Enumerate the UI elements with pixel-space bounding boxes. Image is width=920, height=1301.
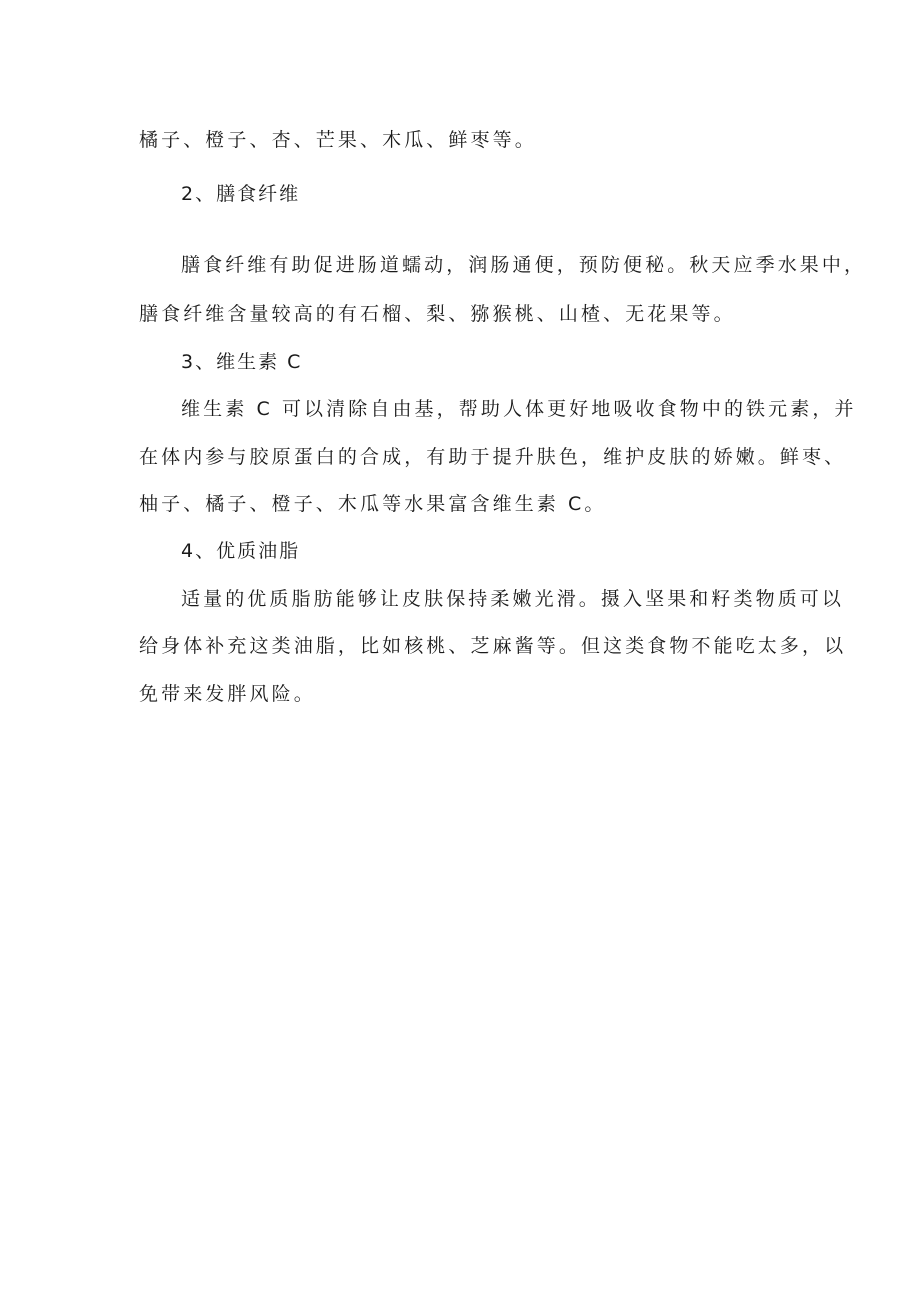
section-heading: 2、膳食纤维 — [181, 183, 301, 205]
paragraph-line: 膳食纤维含量较高的有石榴、梨、猕猴桃、山楂、无花果等。 — [139, 303, 736, 325]
paragraph-line: 橘子、橙子、杏、芒果、木瓜、鲜枣等。 — [139, 129, 537, 151]
paragraph-line: 在体内参与胶原蛋白的合成，有助于提升肤色，维护皮肤的娇嫩。鲜枣、 — [139, 446, 847, 468]
paragraph-line: 免带来发胖风险。 — [139, 683, 316, 705]
paragraph-line: 适量的优质脂肪能够让皮肤保持柔嫩光滑。摄入坚果和籽类物质可以 — [181, 588, 845, 610]
section-heading: 4、优质油脂 — [181, 540, 301, 562]
paragraph-line: 给身体补充这类油脂，比如核桃、芝麻酱等。但这类食物不能吃太多，以 — [139, 635, 847, 657]
paragraph-line: 膳食纤维有助促进肠道蠕动，润肠通便，预防便秘。秋天应季水果中， — [181, 254, 867, 276]
section-heading: 3、维生素 C — [181, 351, 303, 373]
paragraph-line: 维生素 C 可以清除自由基，帮助人体更好地吸收食物中的铁元素，并 — [181, 398, 857, 420]
paragraph-line: 柚子、橘子、橙子、木瓜等水果富含维生素 C。 — [139, 493, 607, 515]
